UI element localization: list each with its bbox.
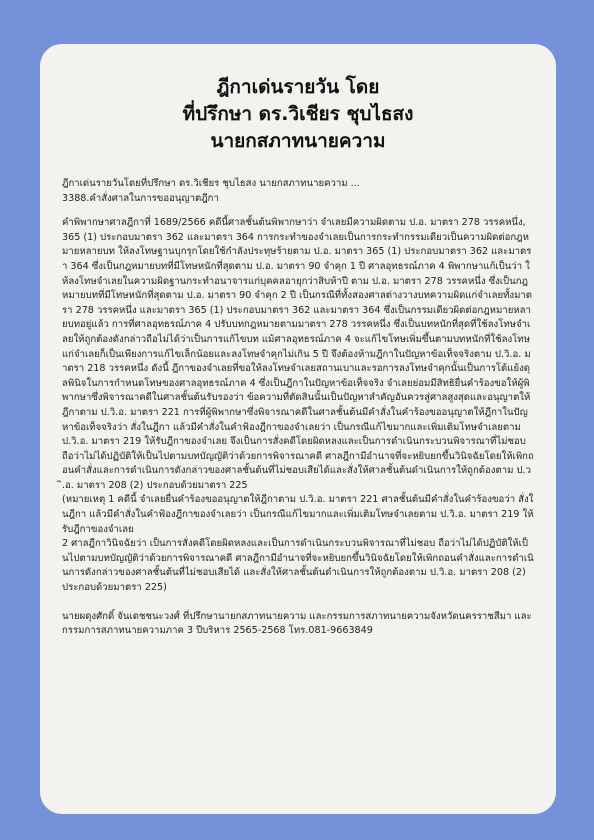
document-title	[62, 74, 534, 155]
note-paragraph-2: 2 ศาลฎีกาวินิจฉัยว่า เป็นการสั่งคดีโดยผิดหลงและเป็นการดำเนินกระบวนพิจารณาที่ไม่ชอบ ถือว่าไม่ได้ปฏิบัติให้เป็นไปตามบทบัญญัติว่าด้วยการพิจารณาคดี ศาลฎีกามีอำนาจที่จะหยิบยกขึ้นวินิจฉัยโดยให้เพิกถอนคำสั่งและการดำเนินการดังกล่าวของศาลชั้นต้นที่ไม่ชอบเสียได้ และสั่งให้ศาลชั้นต้นดำเนินการให้ถูกต้องตาม ป.วิ.อ. มาตรา 208 (2) ประกอบด้วยมาตรา 225)	[62, 538, 534, 594]
intro-line-1: ฎีกาเด่นรายวันโดยที่ปรึกษา ดร.วิเชียร ชุบไธสง นายกสภาทนายความ ...	[62, 178, 360, 189]
intro-line-2: 3388.คำสั่งศาลในการขออนุญาตฎีกา	[62, 192, 219, 204]
title-line-1: ฎีกาเด่นรายวัน โดย	[216, 76, 380, 98]
author-footer: นายผดุงศักดิ์ จันเดชชนะวงศ์ ที่ปรึกษานายกสภาทนายความ และกรรมการสภาทนายความจังหวัดนครราชสีมา และกรรมการสภาทนายความภาค 3 ปีบริหาร 2565-2568 โทร.081-9663849	[62, 610, 532, 637]
spacer	[62, 206, 534, 216]
note-paragraph-1: (หมายเหตุ 1 คดีนี้ จำเลยยื่นคำร้องขออนุญาตให้ฎีกาตาม ป.วิ.อ. มาตรา 221 ศาลชั้นต้นมีคำสั่งในคำร้องขอว่า สั่งในฎีกา แล้วมีคำสั่งในคำฟ้องฎีกาของจำเลยว่า เป็นกรณีแก้ไขมากและเพิ่มเติมโทษจำเลยตาม ป.วิ.อ. มาตรา 219 ให้รับฎีกาของจำเลย	[62, 494, 534, 535]
title-line-2: ที่ปรึกษา ดร.วิเชียร ชุบไธสง	[182, 103, 414, 125]
title-line-3: นายกสภาทนายความ	[210, 130, 386, 152]
document-card	[40, 44, 556, 814]
spacer	[62, 596, 534, 610]
document-body	[62, 177, 534, 639]
judgment-paragraph: คำพิพากษาศาลฎีกาที่ 1689/2566 คดีนี้ศาลชั้นต้นพิพากษาว่า จำเลยมีความผิดตาม ป.อ. มาตรา 278 วรรคหนึ่ง, 365 (1) ประกอบมาตรา 362 และมาตรา 364 การกระทำของจำเลยเป็นการกระทำกรรมเดียวเป็นความผิดต่อกฎหมายหลายบท ให้ลงโทษฐานบุกรุกโดยใช้กำลังประทุษร้ายตาม ป.อ. มาตรา 365 (1) ประกอบมาตรา 362 และมาตรา 364 ซึ่งเป็นกฎหมายบทที่มีโทษหนักที่สุดตาม ป.อ. มาตรา 90 จำคุก 1 ปี ศาลอุทธรณ์ภาค 4 พิพากษาแก้เป็นว่า ให้ลงโทษจำเลยในความผิดฐานกระทำอนาจารแก่บุคคลอายุกว่าสิบห้าปี ตาม ป.อ. มาตรา 278 วรรคหนึ่ง ซึ่งเป็นกฎหมายบทที่มีโทษหนักที่สุดตาม ป.อ. มาตรา 90 จำคุก 2 ปี เป็นกรณีที่ทั้งสองศาลต่างวางบทความผิดแก่จำเลยทั้งมาตรา 278 วรรคหนึ่ง และมาตรา 365 (1) ประกอบมาตรา 362 และมาตรา 364 ซึ่งเป็นกรรมเดียวผิดต่อกฎหมายหลายบทอยู่แล้ว การที่ศาลอุทธรณ์ภาค 4 ปรับบทกฎหมายตามมาตรา 278 วรรคหนึ่ง ซึ่งเป็นบทหนักที่สุดที่ใช้ลงโทษจำเลยให้ถูกต้องดังกล่าวถือไม่ได้ว่าเป็นการแก้ไขบท แม้ศาลอุทธรณ์ภาค 4 จะแก้ไขโทษเพิ่มขึ้นตามบทหนักที่ใช้ลงโทษแก่จำเลยก็เป็นเพียงการแก้ไขเล็กน้อยและลงโทษจำคุกไม่เกิน 5 ปี จึงต้องห้ามฎีกาในปัญหาข้อเท็จจริงตาม ป.วิ.อ. มาตรา 218 วรรคหนึ่ง ดังนี้ ฎีกาของจำเลยที่ขอให้ลงโทษจำเลยสถานเบาและรอการลงโทษจำคุกนั้นเป็นการโต้แย้งดุลพินิจในการกำหนดโทษของศาลอุทธรณ์ภาค 4 ซึ่งเป็นฎีกาในปัญหาข้อเท็จจริง จำเลยย่อมมีสิทธิยื่นคำร้องขอให้ผู้พิพากษาซึ่งพิจารณาคดีในศาลชั้นต้นรับรองว่า ข้อความที่ตัดสินนั้นเป็นปัญหาสำคัญอันควรสู่ศาลสูงสุดและอนุญาตให้ฎีกาตาม ป.วิ.อ. มาตรา 221 การที่ผู้พิพากษาซึ่งพิจารณาคดีในศาลชั้นต้นมีคำสั่งในคำร้องขออนุญาตให้ฎีกาในปัญหาข้อเท็จจริงว่า สั่งในฎีกา แล้วมีคำสั่งในคำฟ้องฎีกาของจำเลยว่า เป็นกรณีแก้ไขมากและเพิ่มเติมโทษจำเลยตาม ป.วิ.อ. มาตรา 219 ให้รับฎีกาของจำเลย จึงเป็นการสั่งคดีโดยผิดหลงและเป็นการดำเนินกระบวนพิจารณาที่ไม่ชอบ ถือว่าไม่ได้ปฏิบัติให้เป็นไปตามบทบัญญัติว่าด้วยการพิจารณาคดี ศาลฎีกามีอำนาจที่จะหยิบยกขึ้นวินิจฉัยโดยให้เพิกถอนคำสั่งและการดำเนินการดังกล่าวของศาลชั้นต้นที่ไม่ชอบเสียได้และสั่งให้ศาลชั้นต้นดำเนินการให้ถูกต้องตาม ป.วิ.อ. มาตรา 208 (2) ประกอบด้วยมาตรา 225	[62, 217, 534, 491]
